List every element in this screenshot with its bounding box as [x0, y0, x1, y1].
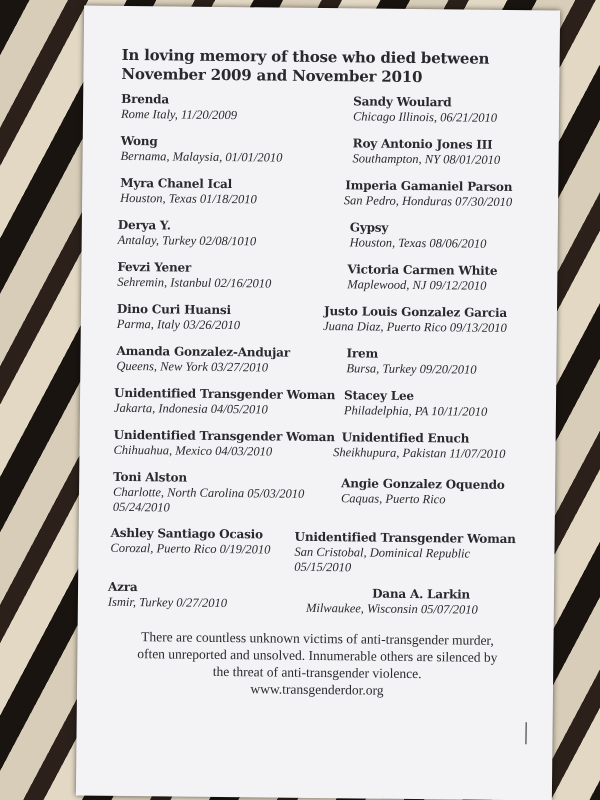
memorial-entry	[350, 220, 550, 252]
page-title: In loving memory of those who died between November 2009 and November 2010	[121, 45, 490, 87]
edge-mark	[525, 722, 526, 744]
victim-place-date: Bursa, Turkey 09/20/2010	[346, 361, 477, 377]
memorial-entry	[344, 388, 544, 420]
victim-name: Roy Antonio Jones III	[352, 136, 493, 152]
victim-place-date: San Pedro, Honduras 07/30/2010	[343, 193, 513, 210]
victim-name: Azra	[107, 579, 138, 595]
victim-place-date: Rome Italy, 11/20/2009	[120, 106, 238, 123]
memorial-entry	[352, 136, 552, 168]
victim-place-date: Philadelphia, PA 10/11/2010	[343, 403, 488, 419]
victim-name: Myra Chanel Ical	[120, 175, 233, 192]
memorial-entry	[319, 430, 505, 462]
victim-name: Wong	[120, 133, 158, 149]
victim-place-date: San Cristobal, Dominical Republic 05/15/2010	[294, 544, 471, 575]
victim-name: Victoria Carmen White	[347, 262, 498, 278]
memorial-entry	[294, 530, 524, 577]
memorial-entry	[118, 218, 348, 250]
victim-place-date: Sheikhupura, Pakistan 11/07/2010	[333, 445, 506, 461]
memorial-entry	[117, 260, 347, 292]
victim-place-date: Chicago Illinois, 06/21/2010	[352, 109, 498, 125]
victim-name: Gypsy	[349, 220, 389, 235]
victim-place-date: Sehremin, Istanbul 02/16/2010	[117, 274, 272, 291]
memorial-entry	[353, 94, 553, 126]
victim-name: Ashley Santiago Ocasio	[110, 525, 263, 542]
memorial-entry	[346, 346, 546, 378]
victim-name: Toni Alston	[113, 469, 188, 485]
victim-name: Derya Y.	[117, 217, 171, 233]
victim-place-date: Corozal, Puerto Rico 0/19/2010	[110, 540, 271, 557]
victim-name: Unidentified Transgender Woman	[113, 427, 335, 445]
victim-name: Dana A. Larkin	[372, 586, 471, 602]
victim-place-date: Maplewood, NJ 09/12/2010	[347, 277, 487, 293]
memorial-page	[76, 6, 560, 800]
victim-name: Dino Curi Huansi	[116, 301, 231, 318]
victim-place-date: Parma, Italy 03/26/2010	[116, 316, 241, 333]
footer-line: There are countless unknown victims of anti-transgender murder,	[141, 629, 494, 648]
victim-name: Sandy Woulard	[353, 94, 452, 110]
memorial-entry	[341, 476, 541, 508]
victim-place-date: Chihuahua, Mexico 04/03/2010	[113, 442, 273, 459]
victim-place-date: Milwaukee, Wisconsin 05/07/2010	[305, 600, 478, 617]
memorial-entry	[113, 428, 343, 460]
victim-name: Unidentified Transgender Woman	[294, 529, 516, 547]
victim-name: Unidentified Enuch	[341, 430, 470, 446]
victim-place-date: Bernama, Malaysia, 01/01/2010	[120, 148, 283, 165]
memorial-entry	[113, 470, 323, 517]
footer-note	[107, 628, 528, 700]
memorial-entry	[311, 304, 507, 336]
footer-line: often unreported and unsolved. Innumerable others are silenced by	[137, 646, 498, 665]
victim-name: Amanda Gonzalez-Andujar	[116, 343, 291, 360]
memorial-entry	[347, 262, 547, 294]
memorial-entry	[116, 344, 346, 376]
victim-name: Angie Gonzalez Oquendo	[341, 476, 505, 492]
victim-place-date: Southampton, NY 08/01/2010	[352, 151, 501, 167]
victim-name: Justo Louis Gonzalez Garcia	[323, 304, 508, 320]
victim-place-date: Antalay, Turkey 02/08/1010	[117, 232, 257, 249]
victim-name: Imperia Gamaniel Parson	[345, 178, 513, 195]
victim-place-date: Caquas, Puerto Rico	[340, 491, 446, 507]
memorial-entry	[121, 92, 351, 124]
victim-place-date: Ismir, Turkey 0/27/2010	[107, 594, 228, 611]
victim-place-date: Jakarta, Indonesia 04/05/2010	[113, 400, 268, 417]
victim-place-date: Queens, New York 03/27/2010	[116, 358, 269, 375]
memorial-entry	[114, 386, 344, 418]
victim-name: Unidentified Transgender Woman	[114, 385, 336, 403]
victim-name: Irem	[346, 346, 379, 361]
memorial-entry	[288, 586, 478, 618]
victim-place-date: Juana Diaz, Puerto Rico 09/13/2010	[323, 319, 507, 335]
memorial-entry	[120, 134, 350, 166]
victim-place-date: Charlotte, North Carolina 05/03/2010 05/24/2010	[112, 484, 305, 515]
memorial-entry	[322, 178, 512, 210]
memorial-entry	[120, 176, 350, 208]
victim-place-date: Houston, Texas 08/06/2010	[349, 235, 487, 251]
victim-name: Stacey Lee	[344, 388, 414, 404]
victim-name: Fevzi Yener	[117, 259, 192, 275]
victim-name: Brenda	[121, 91, 170, 107]
footer-url: www.transgenderdor.org	[250, 681, 384, 698]
footer-line: the threat of anti-transgender violence.	[212, 663, 422, 682]
victim-place-date: Houston, Texas 01/18/2010	[120, 190, 257, 207]
